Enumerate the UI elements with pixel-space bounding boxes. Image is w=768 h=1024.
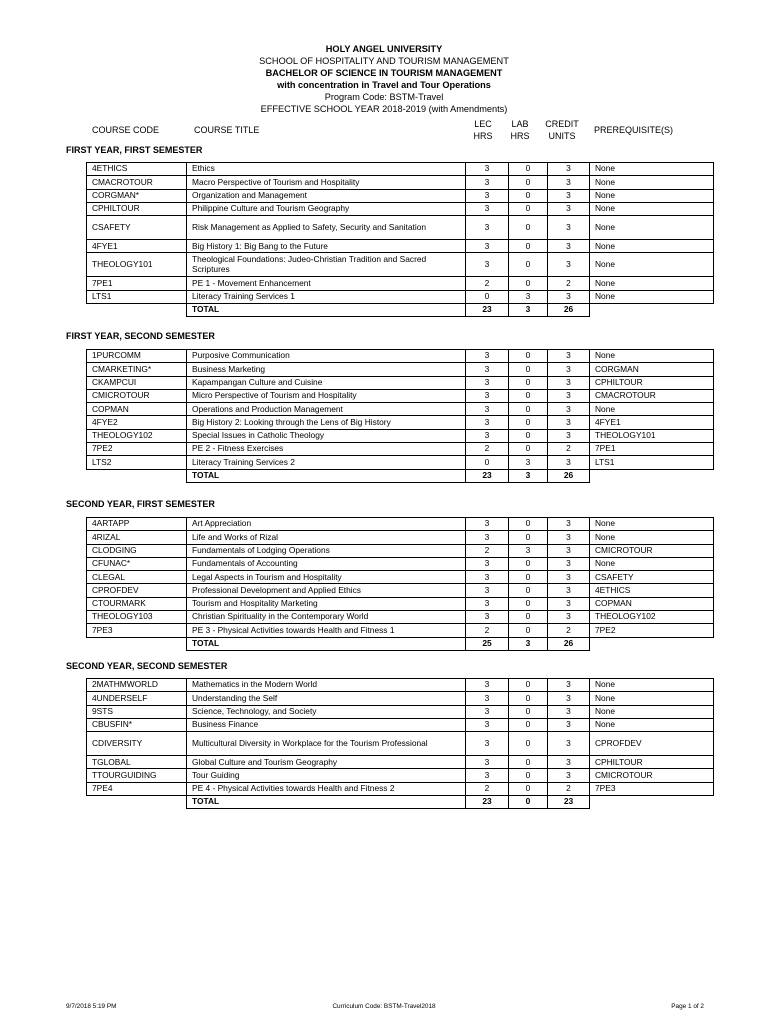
lec-hrs-cell: 0 xyxy=(466,290,509,303)
course-title-cell: Fundamentals of Lodging Operations xyxy=(187,544,466,557)
course-title-cell: PE 4 - Physical Activities towards Health and Fitness 2 xyxy=(187,782,466,795)
course-code-cell: 1PURCOMM xyxy=(87,350,187,363)
prerequisite-cell: 7PE3 xyxy=(590,782,714,795)
lec-hrs-cell: 0 xyxy=(466,456,509,469)
total-empty-cell xyxy=(590,796,714,809)
course-title-cell: Theological Foundations: Judeo-Christian Tradition and Sacred Scriptures xyxy=(187,253,466,277)
course-title-cell: Tour Guiding xyxy=(187,769,466,782)
table-row xyxy=(87,163,714,176)
table-row xyxy=(87,429,714,442)
footer-page-number: Page 1 of 2 xyxy=(671,1003,704,1010)
table-row xyxy=(87,611,714,624)
lec-hrs-cell: 3 xyxy=(466,163,509,176)
credit-units-cell: 3 xyxy=(548,732,590,756)
prerequisite-cell: None xyxy=(590,216,714,240)
table-row xyxy=(87,389,714,402)
prerequisite-cell: THEOLOGY101 xyxy=(590,429,714,442)
course-code-cell: 4ARTAPP xyxy=(87,518,187,531)
table-row xyxy=(87,597,714,610)
total-row xyxy=(87,469,714,482)
course-code-cell: 7PE3 xyxy=(87,624,187,637)
lab-hrs-cell: 0 xyxy=(509,389,548,402)
total-blank-cell xyxy=(87,796,187,809)
prerequisite-cell: CPHILTOUR xyxy=(590,756,714,769)
prerequisite-cell: None xyxy=(590,290,714,303)
lab-hrs-cell: 0 xyxy=(509,584,548,597)
semester-title: SECOND YEAR, SECOND SEMESTER xyxy=(66,661,228,671)
total-credit-units: 26 xyxy=(548,304,590,317)
lab-hrs-cell: 0 xyxy=(509,216,548,240)
course-title-cell: Art Appreciation xyxy=(187,518,466,531)
course-title-cell: Literacy Training Services 2 xyxy=(187,456,466,469)
concentration: with concentration in Travel and Tour Operations xyxy=(277,79,491,90)
course-title-cell: Big History 2: Looking through the Lens of Big History xyxy=(187,416,466,429)
credit-units-cell: 3 xyxy=(548,692,590,705)
credit-units-cell: 3 xyxy=(548,756,590,769)
course-code-cell: 4ETHICS xyxy=(87,163,187,176)
course-title-cell: PE 2 - Fitness Exercises xyxy=(187,443,466,456)
course-title-cell: Kapampangan Culture and Cuisine xyxy=(187,376,466,389)
lec-hrs-cell: 3 xyxy=(466,597,509,610)
prerequisite-cell: CMICROTOUR xyxy=(590,544,714,557)
course-code-cell: COPMAN xyxy=(87,403,187,416)
prerequisite-cell: LTS1 xyxy=(590,456,714,469)
course-code-cell: CORGMAN* xyxy=(87,189,187,202)
course-code-cell: 2MATHMWORLD xyxy=(87,679,187,692)
course-table xyxy=(86,162,714,317)
course-code-cell: CFUNAC* xyxy=(87,557,187,570)
lec-hrs-cell: 3 xyxy=(466,531,509,544)
lab-hrs-cell: 0 xyxy=(509,429,548,442)
course-title-cell: Christian Spirituality in the Contemporary World xyxy=(187,611,466,624)
table-row xyxy=(87,692,714,705)
lab-hrs-cell: 0 xyxy=(509,253,548,277)
lab-hrs-cell: 0 xyxy=(509,571,548,584)
credit-units-cell: 3 xyxy=(548,679,590,692)
col-lec-hrs: LEC HRS xyxy=(473,119,493,141)
course-code-cell: 7PE1 xyxy=(87,277,187,290)
course-title-cell: Mathematics in the Modern World xyxy=(187,679,466,692)
document-header xyxy=(0,44,768,115)
course-code-cell: CLEGAL xyxy=(87,571,187,584)
semester-title: FIRST YEAR, SECOND SEMESTER xyxy=(66,331,215,341)
credit-units-cell: 3 xyxy=(548,456,590,469)
table-row xyxy=(87,277,714,290)
credit-units-cell: 3 xyxy=(548,389,590,402)
course-code-cell: CLODGING xyxy=(87,544,187,557)
total-label: TOTAL xyxy=(187,304,466,317)
course-title-cell: PE 3 - Physical Activities towards Health and Fitness 1 xyxy=(187,624,466,637)
prerequisite-cell: None xyxy=(590,692,714,705)
credit-units-cell: 3 xyxy=(548,363,590,376)
total-label: TOTAL xyxy=(187,796,466,809)
lab-hrs-cell: 0 xyxy=(509,176,548,189)
course-code-cell: CTOURMARK xyxy=(87,597,187,610)
lec-hrs-cell: 3 xyxy=(466,705,509,718)
table-row xyxy=(87,544,714,557)
footer-datetime: 9/7/2018 5:19 PM xyxy=(66,1003,117,1010)
course-title-cell: Business Marketing xyxy=(187,363,466,376)
course-title-cell: Macro Perspective of Tourism and Hospitality xyxy=(187,176,466,189)
table-row xyxy=(87,756,714,769)
total-row xyxy=(87,304,714,317)
total-lec-hrs: 23 xyxy=(466,796,509,809)
course-code-cell: CMICROTOUR xyxy=(87,389,187,402)
prerequisite-cell: None xyxy=(590,277,714,290)
table-row xyxy=(87,769,714,782)
table-row xyxy=(87,584,714,597)
lab-hrs-cell: 0 xyxy=(509,624,548,637)
lec-hrs-cell: 3 xyxy=(466,176,509,189)
total-empty-cell xyxy=(590,304,714,317)
total-lec-hrs: 23 xyxy=(466,469,509,482)
prerequisite-cell: CPROFDEV xyxy=(590,732,714,756)
table-row xyxy=(87,216,714,240)
table-row xyxy=(87,350,714,363)
lec-hrs-cell: 3 xyxy=(466,403,509,416)
lab-hrs-cell: 0 xyxy=(509,443,548,456)
course-code-cell: CBUSFIN* xyxy=(87,718,187,731)
credit-units-cell: 3 xyxy=(548,202,590,215)
course-code-cell: CMACROTOUR xyxy=(87,176,187,189)
course-code-cell: LTS1 xyxy=(87,290,187,303)
lec-hrs-cell: 3 xyxy=(466,732,509,756)
lec-hrs-cell: 2 xyxy=(466,782,509,795)
total-lab-hrs: 3 xyxy=(509,469,548,482)
col-lab-hrs: LAB HRS xyxy=(510,119,530,141)
lec-hrs-cell: 3 xyxy=(466,518,509,531)
semester-title: FIRST YEAR, FIRST SEMESTER xyxy=(66,145,203,155)
credit-units-cell: 3 xyxy=(548,429,590,442)
university-name: HOLY ANGEL UNIVERSITY xyxy=(325,44,443,54)
course-table xyxy=(86,517,714,651)
lec-hrs-cell: 3 xyxy=(466,240,509,253)
total-blank-cell xyxy=(87,469,187,482)
prerequisite-cell: CMICROTOUR xyxy=(590,769,714,782)
prerequisite-cell: None xyxy=(590,403,714,416)
total-lab-hrs: 3 xyxy=(509,304,548,317)
lec-hrs-cell: 3 xyxy=(466,756,509,769)
credit-units-cell: 3 xyxy=(548,290,590,303)
credit-units-cell: 2 xyxy=(548,782,590,795)
lab-hrs-cell: 0 xyxy=(509,350,548,363)
table-row xyxy=(87,782,714,795)
total-credit-units: 23 xyxy=(548,796,590,809)
course-title-cell: PE 1 - Movement Enhancement xyxy=(187,277,466,290)
course-table xyxy=(86,678,714,809)
course-title-cell: Purposive Communication xyxy=(187,350,466,363)
table-row xyxy=(87,443,714,456)
col-credit-units: CREDIT UNITS xyxy=(545,119,579,141)
total-credit-units: 26 xyxy=(548,469,590,482)
credit-units-cell: 3 xyxy=(548,557,590,570)
lab-hrs-cell: 0 xyxy=(509,277,548,290)
table-row xyxy=(87,416,714,429)
lab-hrs-cell: 0 xyxy=(509,782,548,795)
prerequisite-cell: CORGMAN xyxy=(590,363,714,376)
course-title-cell: Science, Technology, and Society xyxy=(187,705,466,718)
total-blank-cell xyxy=(87,304,187,317)
lab-hrs-cell: 0 xyxy=(509,679,548,692)
lab-hrs-cell: 0 xyxy=(509,416,548,429)
course-table xyxy=(86,349,714,483)
lec-hrs-cell: 2 xyxy=(466,443,509,456)
course-title-cell: Understanding the Self xyxy=(187,692,466,705)
credit-units-cell: 3 xyxy=(548,518,590,531)
course-code-cell: 4UNDERSELF xyxy=(87,692,187,705)
credit-units-cell: 3 xyxy=(548,597,590,610)
total-empty-cell xyxy=(590,637,714,650)
course-code-cell: CDIVERSITY xyxy=(87,732,187,756)
credit-units-cell: 3 xyxy=(548,216,590,240)
course-title-cell: Fundamentals of Accounting xyxy=(187,557,466,570)
table-row xyxy=(87,403,714,416)
course-title-cell: Philippine Culture and Tourism Geography xyxy=(187,202,466,215)
lec-hrs-cell: 3 xyxy=(466,571,509,584)
credit-units-cell: 3 xyxy=(548,253,590,277)
lab-hrs-cell: 0 xyxy=(509,732,548,756)
credit-units-cell: 3 xyxy=(548,718,590,731)
lec-hrs-cell: 3 xyxy=(466,557,509,570)
prerequisite-cell: 7PE2 xyxy=(590,624,714,637)
lab-hrs-cell: 0 xyxy=(509,403,548,416)
course-code-cell: THEOLOGY101 xyxy=(87,253,187,277)
credit-units-cell: 3 xyxy=(548,584,590,597)
table-row xyxy=(87,531,714,544)
credit-units-cell: 2 xyxy=(548,443,590,456)
course-title-cell: Professional Development and Applied Ethics xyxy=(187,584,466,597)
credit-units-cell: 3 xyxy=(548,189,590,202)
prerequisite-cell: None xyxy=(590,705,714,718)
course-title-cell: Literacy Training Services 1 xyxy=(187,290,466,303)
credit-units-cell: 3 xyxy=(548,416,590,429)
prerequisite-cell: COPMAN xyxy=(590,597,714,610)
prerequisite-cell: CPHILTOUR xyxy=(590,376,714,389)
credit-units-cell: 2 xyxy=(548,624,590,637)
course-code-cell: 4RIZAL xyxy=(87,531,187,544)
lab-hrs-cell: 0 xyxy=(509,557,548,570)
table-row xyxy=(87,624,714,637)
credit-units-cell: 3 xyxy=(548,544,590,557)
lab-hrs-cell: 0 xyxy=(509,376,548,389)
total-row xyxy=(87,796,714,809)
course-code-cell: CSAFETY xyxy=(87,216,187,240)
lab-hrs-cell: 0 xyxy=(509,692,548,705)
lec-hrs-cell: 3 xyxy=(466,389,509,402)
credit-units-cell: 3 xyxy=(548,403,590,416)
course-title-cell: Life and Works of Rizal xyxy=(187,531,466,544)
course-code-cell: CMARKETING* xyxy=(87,363,187,376)
table-row xyxy=(87,456,714,469)
table-row xyxy=(87,176,714,189)
course-title-cell: Operations and Production Management xyxy=(187,403,466,416)
course-code-cell: CKAMPCUI xyxy=(87,376,187,389)
lab-hrs-cell: 3 xyxy=(509,290,548,303)
prerequisite-cell: None xyxy=(590,531,714,544)
col-course-title: COURSE TITLE xyxy=(194,125,260,135)
prerequisite-cell: None xyxy=(590,679,714,692)
credit-units-cell: 3 xyxy=(548,705,590,718)
lec-hrs-cell: 3 xyxy=(466,350,509,363)
lab-hrs-cell: 0 xyxy=(509,705,548,718)
lab-hrs-cell: 0 xyxy=(509,718,548,731)
course-code-cell: LTS2 xyxy=(87,456,187,469)
lab-hrs-cell: 0 xyxy=(509,363,548,376)
credit-units-cell: 3 xyxy=(548,531,590,544)
table-row xyxy=(87,518,714,531)
prerequisite-cell: None xyxy=(590,189,714,202)
course-code-cell: 4FYE1 xyxy=(87,240,187,253)
table-row xyxy=(87,732,714,756)
lab-hrs-cell: 0 xyxy=(509,597,548,610)
table-row xyxy=(87,290,714,303)
effective-year: EFFECTIVE SCHOOL YEAR 2018-2019 (with Amendments) xyxy=(260,103,508,114)
table-row xyxy=(87,571,714,584)
course-title-cell: Special Issues in Catholic Theology xyxy=(187,429,466,442)
prerequisite-cell: None xyxy=(590,518,714,531)
total-row xyxy=(87,637,714,650)
lec-hrs-cell: 3 xyxy=(466,216,509,240)
column-headers xyxy=(0,118,768,142)
prerequisite-cell: None xyxy=(590,176,714,189)
total-lab-hrs: 3 xyxy=(509,637,548,650)
credit-units-cell: 2 xyxy=(548,277,590,290)
lec-hrs-cell: 3 xyxy=(466,718,509,731)
credit-units-cell: 3 xyxy=(548,611,590,624)
course-title-cell: Business Finance xyxy=(187,718,466,731)
course-title-cell: Legal Aspects in Tourism and Hospitality xyxy=(187,571,466,584)
prerequisite-cell: None xyxy=(590,350,714,363)
prerequisite-cell: None xyxy=(590,253,714,277)
course-code-cell: CPHILTOUR xyxy=(87,202,187,215)
course-code-cell: 7PE2 xyxy=(87,443,187,456)
lec-hrs-cell: 3 xyxy=(466,584,509,597)
prerequisite-cell: 4ETHICS xyxy=(590,584,714,597)
course-title-cell: Organization and Management xyxy=(187,189,466,202)
credit-units-cell: 3 xyxy=(548,350,590,363)
lab-hrs-cell: 3 xyxy=(509,456,548,469)
lab-hrs-cell: 0 xyxy=(509,769,548,782)
semester-title: SECOND YEAR, FIRST SEMESTER xyxy=(66,499,215,509)
lab-hrs-cell: 0 xyxy=(509,531,548,544)
course-code-cell: THEOLOGY102 xyxy=(87,429,187,442)
lab-hrs-cell: 0 xyxy=(509,163,548,176)
table-row xyxy=(87,376,714,389)
total-lec-hrs: 25 xyxy=(466,637,509,650)
table-row xyxy=(87,189,714,202)
lab-hrs-cell: 0 xyxy=(509,189,548,202)
total-blank-cell xyxy=(87,637,187,650)
col-prerequisites: PREREQUISITE(S) xyxy=(594,125,674,135)
lec-hrs-cell: 2 xyxy=(466,624,509,637)
course-code-cell: 9STS xyxy=(87,705,187,718)
table-row xyxy=(87,679,714,692)
credit-units-cell: 3 xyxy=(548,240,590,253)
footer-curriculum-code: Curriculum Code: BSTM-Travel2018 xyxy=(332,1003,436,1010)
course-code-cell: 4FYE2 xyxy=(87,416,187,429)
lec-hrs-cell: 3 xyxy=(466,202,509,215)
col-course-code: COURSE CODE xyxy=(92,125,160,135)
course-code-cell: CPROFDEV xyxy=(87,584,187,597)
total-lec-hrs: 23 xyxy=(466,304,509,317)
course-code-cell: TTOURGUIDING xyxy=(87,769,187,782)
credit-units-cell: 3 xyxy=(548,176,590,189)
total-credit-units: 26 xyxy=(548,637,590,650)
lec-hrs-cell: 2 xyxy=(466,277,509,290)
course-title-cell: Micro Perspective of Tourism and Hospitality xyxy=(187,389,466,402)
lec-hrs-cell: 3 xyxy=(466,429,509,442)
course-code-cell: 7PE4 xyxy=(87,782,187,795)
table-row xyxy=(87,363,714,376)
table-row xyxy=(87,202,714,215)
total-empty-cell xyxy=(590,469,714,482)
lab-hrs-cell: 0 xyxy=(509,240,548,253)
lec-hrs-cell: 3 xyxy=(466,253,509,277)
lec-hrs-cell: 3 xyxy=(466,769,509,782)
credit-units-cell: 3 xyxy=(548,376,590,389)
credit-units-cell: 3 xyxy=(548,769,590,782)
lab-hrs-cell: 0 xyxy=(509,518,548,531)
prerequisite-cell: None xyxy=(590,240,714,253)
prerequisite-cell: None xyxy=(590,202,714,215)
course-title-cell: Risk Management as Applied to Safety, Security and Sanitation xyxy=(187,216,466,240)
credit-units-cell: 3 xyxy=(548,571,590,584)
credit-units-cell: 3 xyxy=(548,163,590,176)
course-title-cell: Ethics xyxy=(187,163,466,176)
course-code-cell: TGLOBAL xyxy=(87,756,187,769)
prerequisite-cell: None xyxy=(590,718,714,731)
prerequisite-cell: CMACROTOUR xyxy=(590,389,714,402)
school-name: SCHOOL OF HOSPITALITY AND TOURISM MANAGEMENT xyxy=(259,55,509,66)
lab-hrs-cell: 0 xyxy=(509,611,548,624)
total-lab-hrs: 0 xyxy=(509,796,548,809)
lab-hrs-cell: 0 xyxy=(509,756,548,769)
table-row xyxy=(87,557,714,570)
course-title-cell: Tourism and Hospitality Marketing xyxy=(187,597,466,610)
prerequisite-cell: THEOLOGY102 xyxy=(590,611,714,624)
table-row xyxy=(87,718,714,731)
course-title-cell: Global Culture and Tourism Geography xyxy=(187,756,466,769)
program-code: Program Code: BSTM-Travel xyxy=(324,91,444,102)
table-row xyxy=(87,705,714,718)
lec-hrs-cell: 3 xyxy=(466,611,509,624)
lec-hrs-cell: 3 xyxy=(466,189,509,202)
total-label: TOTAL xyxy=(187,469,466,482)
lec-hrs-cell: 3 xyxy=(466,363,509,376)
program-name: BACHELOR OF SCIENCE IN TOURISM MANAGEMENT xyxy=(265,67,503,78)
prerequisite-cell: CSAFETY xyxy=(590,571,714,584)
table-row xyxy=(87,253,714,277)
course-title-cell: Multicultural Diversity in Workplace for the Tourism Professional xyxy=(187,732,466,756)
lec-hrs-cell: 3 xyxy=(466,692,509,705)
lec-hrs-cell: 3 xyxy=(466,679,509,692)
lab-hrs-cell: 3 xyxy=(509,544,548,557)
lec-hrs-cell: 3 xyxy=(466,416,509,429)
lab-hrs-cell: 0 xyxy=(509,202,548,215)
table-row xyxy=(87,240,714,253)
prerequisite-cell: None xyxy=(590,557,714,570)
prerequisite-cell: 7PE1 xyxy=(590,443,714,456)
lec-hrs-cell: 2 xyxy=(466,544,509,557)
prerequisite-cell: 4FYE1 xyxy=(590,416,714,429)
course-code-cell: THEOLOGY103 xyxy=(87,611,187,624)
total-label: TOTAL xyxy=(187,637,466,650)
course-title-cell: Big History 1: Big Bang to the Future xyxy=(187,240,466,253)
prerequisite-cell: None xyxy=(590,163,714,176)
lec-hrs-cell: 3 xyxy=(466,376,509,389)
